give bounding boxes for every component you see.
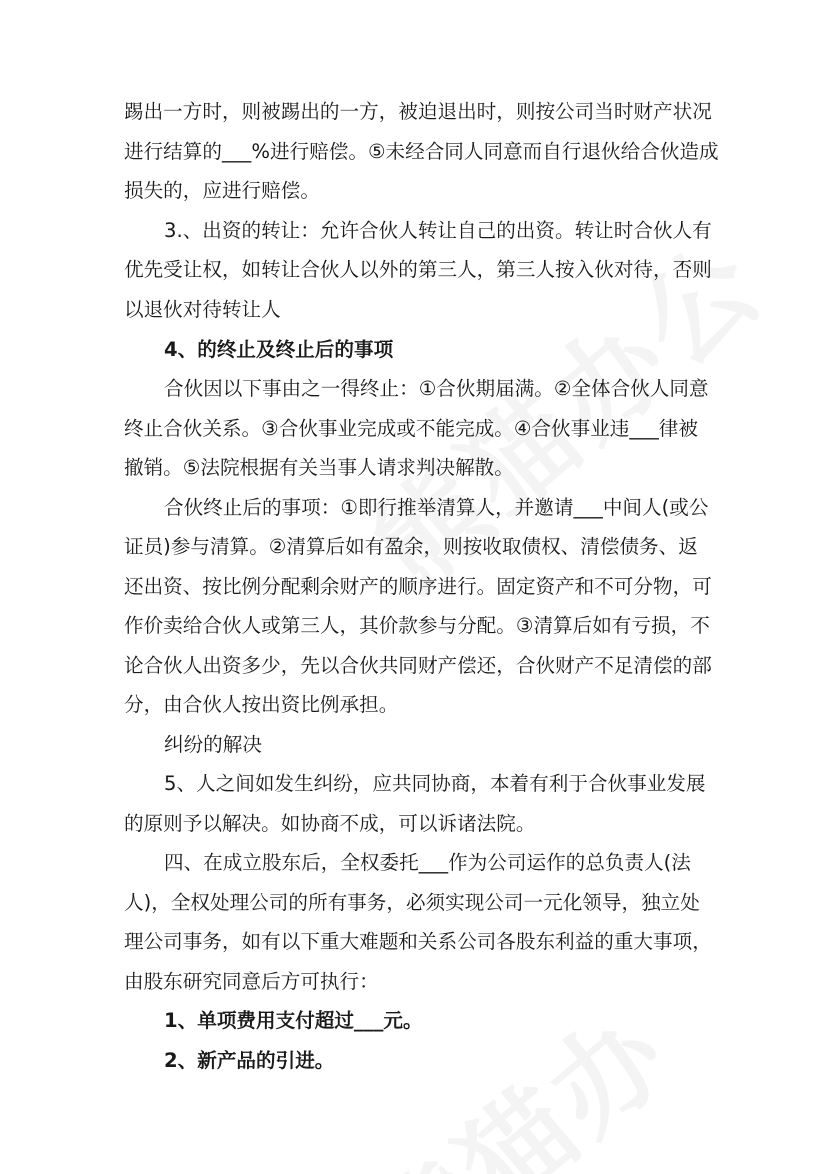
paragraph-line: 论合伙人出资多少，先以合伙共同财产偿还，合伙财产不足清偿的部 [124, 654, 712, 677]
section-heading: 4、的终止及终止后的事项 [164, 338, 394, 361]
paragraph-line: 合伙因以下事由之一得终止：①合伙期届满。②全体合伙人同意 [164, 377, 709, 400]
section-heading: 纠纷的解决 [164, 733, 262, 756]
paragraph-line: 证员)参与清算。②清算后如有盈余，则按收取债权、清偿债务、返 [124, 535, 698, 558]
paragraph-line: 5、人之间如发生纠纷，应共同协商，本着有利于合伙事业发展 [164, 772, 706, 795]
paragraph-line: 理公司事务，如有以下重大难题和关系公司各股东利益的重大事项， [124, 930, 712, 953]
paragraph-line: 还出资、按比例分配剩余财产的顺序进行。固定资产和不可分物，可 [124, 575, 712, 598]
list-item: 2、新产品的引进。 [164, 1049, 335, 1072]
paragraph-line: 撤销。⑤法院根据有关当事人请求判决解散。 [124, 456, 514, 479]
paragraph-line: 四、在成立股东后，全权委托___作为公司运作的总负责人(法 [164, 851, 691, 874]
paragraph-line: 损失的，应进行赔偿。 [124, 179, 320, 202]
paragraph-line: 以退伙对待转让人 [124, 298, 281, 321]
paragraph-line: 踢出一方时，则被踢出的一方，被迫退出时，则按公司当时财产状况 [124, 100, 712, 123]
paragraph-line: 作价卖给合伙人或第三人，其价款参与分配。③清算后如有亏损，不 [124, 614, 710, 637]
paragraph-line: 由股东研究同意后方可执行： [124, 970, 379, 993]
paragraph-line: 3.、出资的转让：允许合伙人转让自己的出资。转让时合伙人有 [164, 219, 712, 242]
paragraph-line: 的原则予以解决。如协商不成，可以诉诸法院。 [124, 812, 536, 835]
paragraph-line: 合伙终止后的事项：①即行推举清算人，并邀请___中间人(或公 [164, 496, 709, 519]
paragraph-line: 进行结算的___%进行赔偿。⑤未经合同人同意而自行退伙给合伙造成 [124, 140, 719, 163]
paragraph-line: 终止合伙关系。③合伙事业完成或不能完成。④合伙事业违___律被 [124, 417, 698, 440]
paragraph-line: 分，由合伙人按出资比例承担。 [124, 693, 399, 716]
list-item: 1、单项费用支付超过___元。 [164, 1009, 423, 1032]
paragraph-line: 优先受让权，如转让合伙人以外的第三人，第三人按入伙对待，否则 [124, 258, 712, 281]
paragraph-line: 人)，全权处理公司的所有事务，必须实现公司一元化领导，独立处 [124, 891, 700, 914]
